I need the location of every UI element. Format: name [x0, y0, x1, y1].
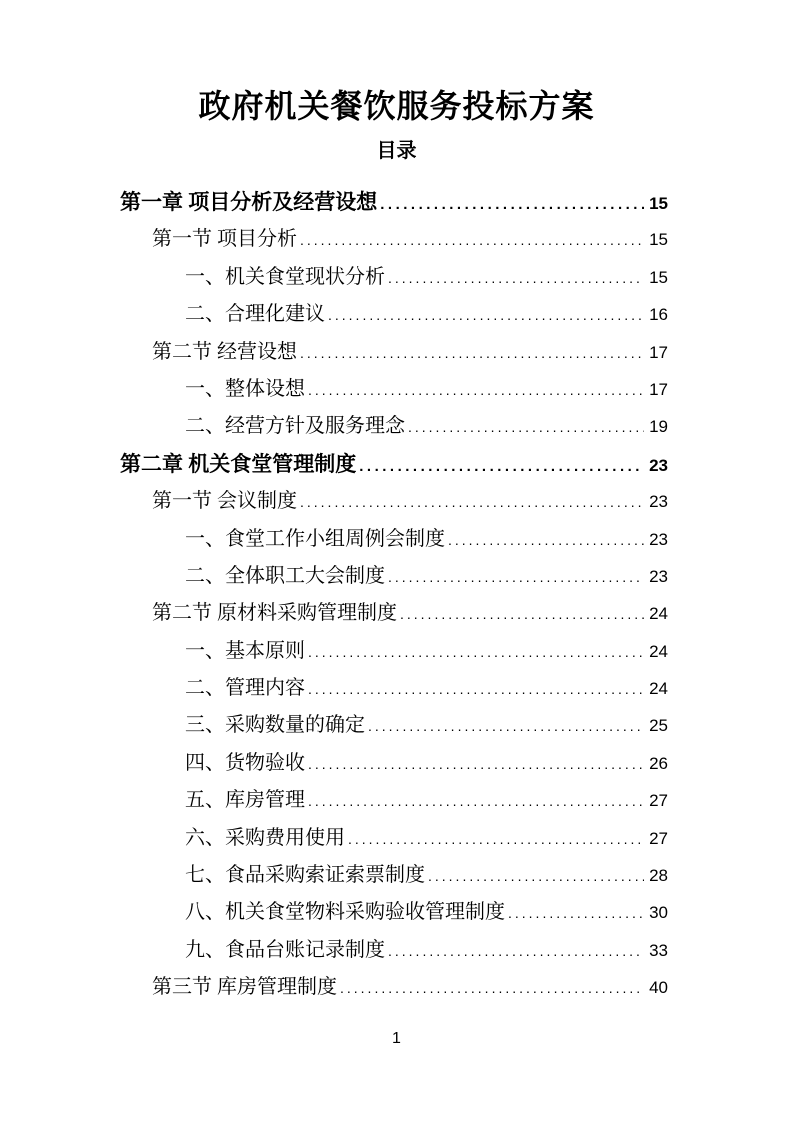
toc-entry[interactable]: [120, 446, 668, 483]
toc-entry-page: 33: [649, 940, 668, 960]
toc-dot-leader: [508, 895, 644, 932]
toc-entry-label: 二、管理内容: [185, 677, 305, 700]
toc-dot-leader: [448, 522, 644, 559]
toc-entry[interactable]: [120, 221, 668, 258]
toc-dot-leader: [328, 297, 644, 334]
toc-entry-label: 一、基本原则: [185, 639, 305, 662]
toc-entry-label: 一、机关食堂现状分析: [185, 265, 385, 288]
toc-entry[interactable]: [120, 782, 668, 819]
toc-entry-label: 第二章 机关食堂管理制度: [120, 451, 357, 476]
page-number-footer: 1: [392, 1030, 401, 1047]
toc-entry[interactable]: [120, 932, 668, 969]
toc-dot-leader: [408, 409, 644, 446]
toc-entry-page: 19: [649, 417, 668, 437]
toc-dot-leader: [388, 260, 644, 297]
toc-dot-leader: [400, 596, 644, 633]
toc-entry-page: 23: [649, 566, 668, 586]
toc-dot-leader: [380, 186, 644, 223]
toc-entry-label: 第二节 经营设想: [152, 340, 297, 363]
toc-entry-page: 40: [649, 978, 668, 998]
toc-dot-leader: [300, 335, 644, 372]
toc-dot-leader: [308, 634, 644, 671]
toc-entry-page: 28: [649, 866, 668, 886]
document-title: 政府机关餐饮服务投标方案: [198, 88, 595, 124]
toc-entry-page: 26: [649, 753, 668, 773]
toc-entry[interactable]: [120, 969, 668, 1006]
toc-entry-page: 24: [649, 679, 668, 699]
toc-entry-label: 第一章 项目分析及经营设想: [120, 190, 378, 214]
toc-entry-page: 23: [649, 529, 668, 549]
toc-entry[interactable]: [120, 670, 668, 707]
toc-entry-page: 17: [649, 342, 668, 362]
toc-entry[interactable]: [120, 633, 668, 670]
toc-entry-label: 七、食品采购索证索票制度: [185, 864, 425, 887]
toc-entry-label: 五、库房管理: [185, 789, 305, 812]
toc-entry[interactable]: [120, 558, 668, 595]
toc-entry-page: 15: [649, 230, 668, 250]
toc-dot-leader: [388, 559, 644, 596]
toc-entry-label: 二、全体职工大会制度: [185, 564, 385, 587]
toc-dot-leader: [348, 821, 644, 858]
toc-entry[interactable]: [120, 483, 668, 520]
toc-entry[interactable]: [120, 259, 668, 296]
toc-entry-label: 二、合理化建议: [185, 303, 325, 326]
toc-entry[interactable]: [120, 296, 668, 333]
toc-dot-leader: [308, 746, 644, 783]
toc-dot-leader: [428, 858, 644, 895]
toc-entry-label: 第一节 会议制度: [152, 490, 297, 513]
toc-dot-leader: [388, 933, 644, 970]
toc-entry-label: 三、采购数量的确定: [185, 714, 365, 737]
toc-entry[interactable]: [120, 745, 668, 782]
toc-entry-page: 15: [649, 267, 668, 287]
toc-entry-page: 30: [649, 903, 668, 923]
toc-entry[interactable]: [120, 334, 668, 371]
toc-entry[interactable]: [120, 595, 668, 632]
toc-entry[interactable]: [120, 707, 668, 744]
toc-entry-page: 15: [649, 194, 668, 213]
toc-entry[interactable]: [120, 371, 668, 408]
toc-entry[interactable]: [120, 521, 668, 558]
toc-dot-leader: [368, 708, 644, 745]
toc-dot-leader: [300, 222, 644, 259]
toc-entry-label: 第三节 库房管理制度: [152, 976, 337, 999]
toc-entry-page: 27: [649, 791, 668, 811]
toc-entry-page: 24: [649, 641, 668, 661]
toc-entry[interactable]: [120, 894, 668, 931]
toc-entry-label: 四、货物验收: [185, 751, 305, 774]
toc-dot-leader: [308, 671, 644, 708]
toc-dot-leader: [308, 372, 644, 409]
toc-entry-page: 27: [649, 828, 668, 848]
toc-dot-leader: [340, 970, 644, 1007]
toc-entry-page: 16: [649, 305, 668, 325]
toc-entry-label: 第一节 项目分析: [152, 228, 297, 251]
toc-entry[interactable]: [120, 408, 668, 445]
toc-entry[interactable]: [120, 857, 668, 894]
toc-entry-label: 一、食堂工作小组周例会制度: [185, 527, 445, 550]
toc-entry-page: 23: [649, 455, 668, 475]
toc-list: [120, 184, 668, 1007]
toc-entry-label: 第二节 原材料采购管理制度: [152, 602, 397, 625]
toc-dot-leader: [308, 783, 644, 820]
toc-entry-label: 六、采购费用使用: [185, 826, 345, 849]
toc-entry-label: 一、整体设想: [185, 377, 305, 400]
toc-entry[interactable]: [120, 184, 668, 221]
toc-entry-label: 二、经营方针及服务理念: [185, 415, 405, 438]
toc-entry-label: 九、食品台账记录制度: [185, 938, 385, 961]
toc-heading: 目录: [376, 140, 417, 162]
toc-entry-label: 八、机关食堂物料采购验收管理制度: [185, 901, 505, 924]
toc-dot-leader: [300, 484, 644, 521]
toc-entry-page: 17: [649, 379, 668, 399]
toc-entry[interactable]: [120, 820, 668, 857]
toc-dot-leader: [359, 448, 644, 485]
toc-entry-page: 23: [649, 492, 668, 512]
toc-entry-page: 25: [649, 716, 668, 736]
toc-entry-page: 24: [649, 604, 668, 624]
